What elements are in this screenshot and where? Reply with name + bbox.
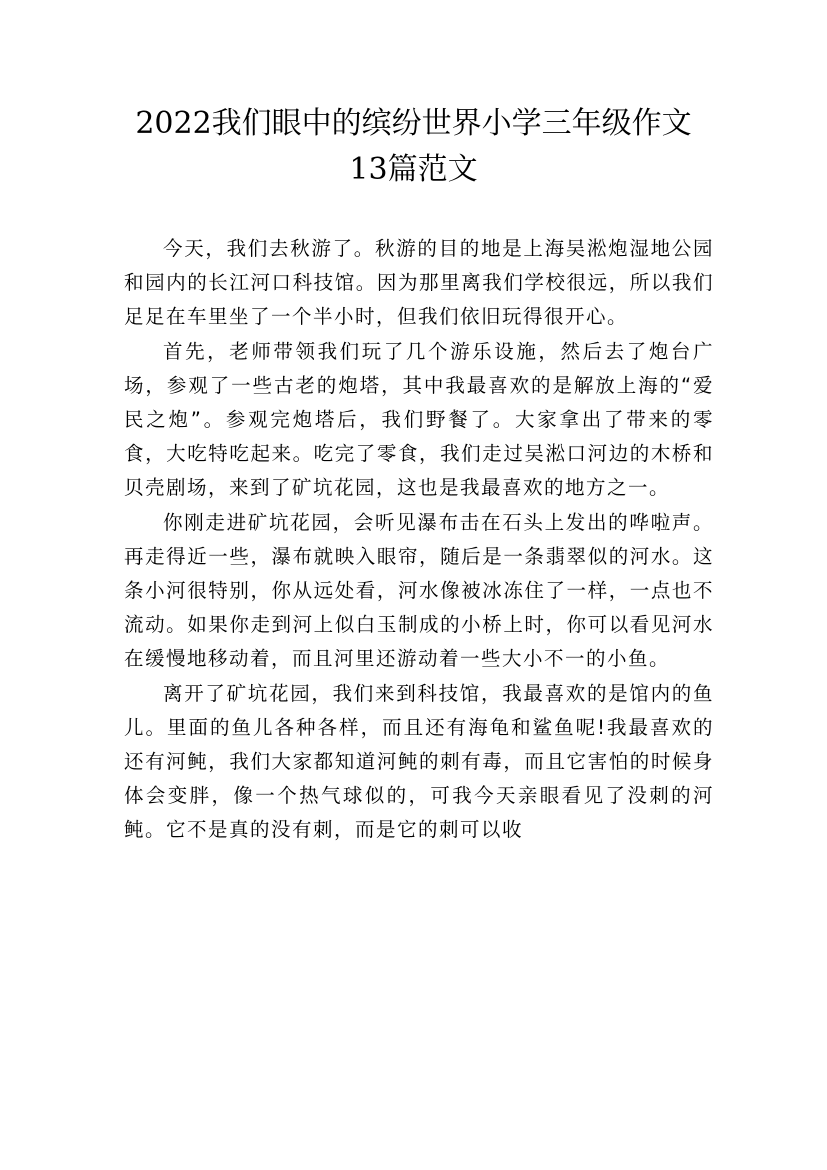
document-body: [124, 232, 714, 848]
paragraph: 离开了矿坑花园，我们来到科技馆，我最喜欢的是馆内的鱼儿。里面的鱼儿各种各样，而且还有海龟和鲨鱼呢!我最喜欢的还有河鲀，我们大家都知道河鲀的刺有毒，而且它害怕的时候身体会变胖，像一个热气球似的，可我今天亲眼看见了没刺的河鲀。它不是真的没有刺，而是它的刺可以收: [124, 681, 714, 842]
document-title-line-2: 13篇范文: [349, 152, 478, 187]
document-title-line-1: 2022我们眼中的缤纷世界小学三年级作文: [135, 106, 692, 141]
paragraph: 今天，我们去秋游了。秋游的目的地是上海吴淞炮湿地公园和园内的长江河口科技馆。因为那里离我们学校很远，所以我们足足在车里坐了一个半小时，但我们依旧玩得很开心。: [124, 237, 714, 329]
paragraph: 你刚走进矿坑花园，会听见瀑布击在石头上发出的哗啦声。再走得近一些，瀑布就映入眼帘，随后是一条翡翠似的河水。这条小河很特别，你从远处看，河水像被冰冻住了一样，一点也不流动。如果你走到河上似白玉制成的小桥上时，你可以看见河水在缓慢地移动着，而且河里还游动着一些大小不一的小鱼。: [124, 510, 714, 671]
paragraph: 首先，老师带领我们玩了几个游乐设施，然后去了炮台广场，参观了一些古老的炮塔，其中我最喜欢的是解放上海的“爱民之炮”。参观完炮塔后，我们野餐了。大家拿出了带来的零食，大吃特吃起来。吃完了零食，我们走过吴淞口河边的木桥和贝壳剧场，来到了矿坑花园，这也是我最喜欢的地方之一。: [124, 339, 714, 500]
